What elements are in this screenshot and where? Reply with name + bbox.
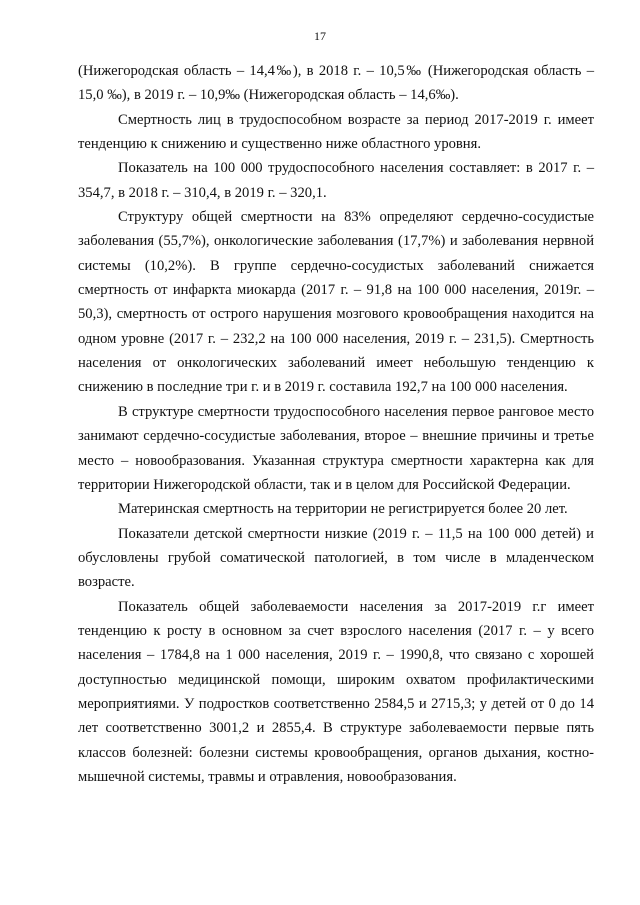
paragraph-maternal-mortality: Материнская смертность на территории не регистрируется более 20 лет.	[118, 501, 568, 518]
document-body	[78, 59, 594, 789]
paragraph-mortality-structure: Структуру общей смертности на 83% определяют сердечно-сосудистые заболевания (55,7%), онкологические заболевания (17,7%) и заболевания нервной системы (10,2%). В группе сердечно-сосудистых заболеваний снижается смертность от инфаркта миокарда (2017 г. – 91,8 на 100 000 населения, 2019г. – 50,3), смертность от острого нарушения мозгового кровообращения находится на одном уровне (2017 г. – 232,2 на 100 000 населения, 2019 г. – 231,5). Смертность населения от онкологических заболеваний имеет небольшую тенденцию к снижению в последние три г. и в 2019 г. составила 192,7 на 100 000 населения.	[78, 209, 594, 396]
paragraph-child-mortality: Показатели детской смертности низкие (2019 г. – 11,5 на 100 000 детей) и обусловлены грубой соматической патологией, в том числе в младенческом возрасте.	[78, 525, 594, 591]
paragraph-general-morbidity: Показатель общей заболеваемости населения за 2017-2019 г.г имеет тенденцию к росту в основном за счет взрослого населения (2017 г. – у всего населения – 1784,8 на 1 000 населения, 2019 г. – 1990,8, что связано с хорошей доступностью медицинской помощи, широким охватом профилактическими мероприятиями. У подростков соответственно 2584,5 и 2715,3; у детей от 0 до 14 лет соответственно 3001,2 и 2855,4. В структуре заболеваемости первые пять классов болезней: болезни системы кровообращения, органов дыхания, костно-мышечной системы, травмы и отравления, новообразования.	[78, 598, 594, 785]
paragraph-working-age-rate: Показатель на 100 000 трудоспособного населения составляет: в 2017 г. – 354,7, в 2018 г. – 310,4, в 2019 г. – 320,1.	[78, 160, 594, 201]
paragraph-working-age-structure: В структуре смертности трудоспособного населения первое ранговое место занимают сердечно-сосудистые заболевания, второе – внешние причины и третье место – новообразования. Указанная структура смертности характерна как для территории Нижегородской области, так и в целом для Российской Федерации.	[78, 403, 594, 493]
page-number: 17	[314, 29, 326, 43]
paragraph-mortality-continuation: (Нижегородская область – 14,4‰), в 2018 г. – 10,5‰ (Нижегородская область – 15,0 ‰), в 2019 г. – 10,9‰ (Нижегородская область – 14,6‰).	[78, 63, 594, 104]
paragraph-working-age-mortality: Смертность лиц в трудоспособном возрасте за период 2017-2019 г. имеет тенденцию к снижению и существенно ниже областного уровня.	[78, 111, 594, 153]
